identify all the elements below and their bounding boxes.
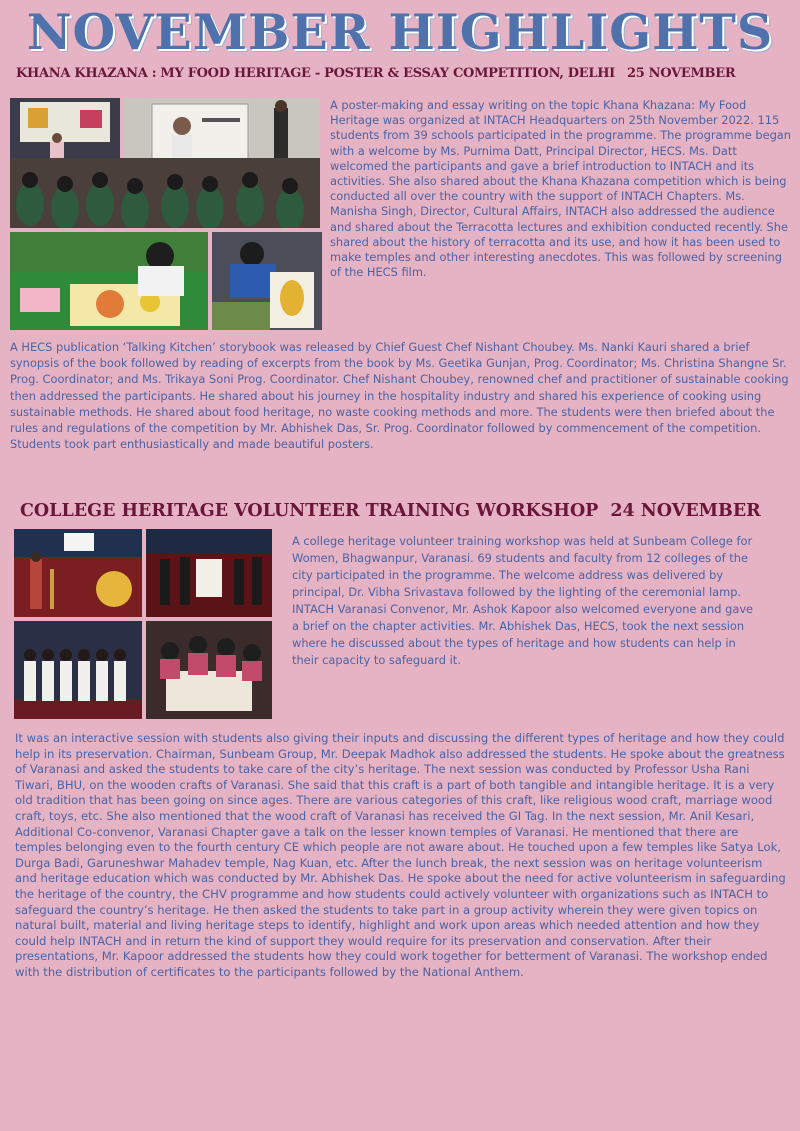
section1-date: 25 NOVEMBER bbox=[626, 66, 736, 81]
speakers-stage-photo bbox=[146, 529, 272, 617]
section2-paragraph-2: It was an interactive session with students also giving their inputs and discussing the different types of heritage and how they could help in its preservation. Chairman, Sunbeam Group, Mr. Deepak Madhok also addressed the students. He spoke about the greatness of Varanasi and asked the students to take care of the city’s heritage. The next session was conducted by Professor Usha Rani Tiwari, BHU, on the wooden crafts of Varanasi. She said that this craft is a part of both tangible and intangible heritage. It is a very old tradition that has been going on since ages. There are various categories of this craft, like religious wood craft, marriage wood craft, toys, etc. She also mentioned that the wood craft of Varanasi has received the GI Tag. In the next session, Mr. Anil Kesari, Additional Co-convenor, Varanasi Chapter gave a talk on the lesser known temples of Varanasi. He mentioned that there are temples belonging even to the fourth century CE which people are not aware about. He touched upon a few temples like Satya Lok, Durga Badi, Garuneshwar Mahadev temple, Nag Kuan, etc. After the lunch break, the next session was on heritage volunteerism and heritage education which was conducted by Mr. Abhishek Das. He spoke about the need for active volunteerism in safeguarding the heritage of the country, the CHV programme and how students could actively volunteer with organizations such as INTACH to safeguard the country’s heritage. He then asked the students to take part in a group activity wherein they were given topics on natural built, material and living heritage steps to identify, highlight and work upon areas which needed attention and how they could help INTACH and in return the kind of support they would require for its preservation and conservation. After their presentations, Mr. Kapoor addressed the students how they could work together for betterment of Varanasi. The workshop ended with the distribution of certificates to the participants followed by the National Anthem. bbox=[15, 731, 786, 979]
audience-photo bbox=[10, 158, 320, 228]
lamp-lighting-photo bbox=[14, 529, 142, 617]
section2-date: 24 NOVEMBER bbox=[610, 501, 761, 521]
section1-title: KHANA KHAZANA : MY FOOD HERITAGE - POSTER & ESSAY COMPETITION, DELHI bbox=[16, 66, 615, 81]
section1-paragraph-2: A HECS publication ‘Talking Kitchen’ storybook was released by Chief Guest Chef Nishant Choubey. Ms. Nanki Kauri shared a brief synopsis of the book followed by reading of excerpts from the book by Ms. Geetika Gunjan, Prog. Coordinator; Ms. Christina Shangne Sr. Prog. Coordinator; and Ms. Trikaya Soni Prog. Coordinator. Chef Nishant Choubey, renowned chef and practitioner of sustainable cooking then addressed the participants. He shared about his journey in the hospitality industry and shared his experience of cooking using sustainable methods. He shared about food heritage, no waste cooking methods and more. The students were then briefed about the rules and regulations of the competition by Mr. Abhishek Das, Sr. Prog. Coordinator followed by commencement of the competition. Students took part enthusiastically and made beautiful posters. bbox=[10, 340, 789, 452]
section2-title: COLLEGE HERITAGE VOLUNTEER TRAINING WORKSHOP bbox=[20, 501, 599, 521]
section1-heading bbox=[16, 66, 735, 81]
section1-paragraph-1: A poster-making and essay writing on the topic Khana Khazana: My Food Heritage was organized at INTACH Headquarters on 25th November 2022. 115 students from 39 schools participated in the programme. The programme began with a welcome by Ms. Purnima Datt, Principal Director, HECS. Ms. Datt welcomed the participants and gave a brief introduction to INTACH and its activities. She also shared about the Khana Khazana competition which is being conducted all over the country with the support of INTACH Chapters. Ms. Manisha Singh, Director, Cultural Affairs, INTACH also addressed the audience and shared about the Terracotta lectures and exhibition conducted recently. She shared about the history of terracotta and its use, and how it has been used to make temples and other interesting anecdotes. This was followed by screening of the HECS film. bbox=[330, 98, 792, 280]
page-title: NOVEMBER HIGHLIGHTS bbox=[26, 3, 774, 61]
certificates-group-photo bbox=[14, 621, 142, 719]
student-painting-photo bbox=[212, 232, 322, 330]
poster-making-photo bbox=[10, 232, 208, 330]
section2-heading bbox=[20, 501, 761, 521]
group-activity-photo bbox=[146, 621, 272, 719]
section2-paragraph-1: A college heritage volunteer training workshop was held at Sunbeam College for Women, Bhagwanpur, Varanasi. 69 students and faculty from 12 colleges of the city participated in the programme. The welcome address was delivered by principal, Dr. Vibha Srivastava followed by the lighting of the ceremonial lamp. INTACH Varanasi Convenor, Mr. Ashok Kapoor also welcomed everyone and gave a brief on the chapter activities. Mr. Abhishek Das, HECS, took the next session where he discussed about the types of heritage and how students can help in their capacity to safeguard it. bbox=[292, 534, 754, 667]
